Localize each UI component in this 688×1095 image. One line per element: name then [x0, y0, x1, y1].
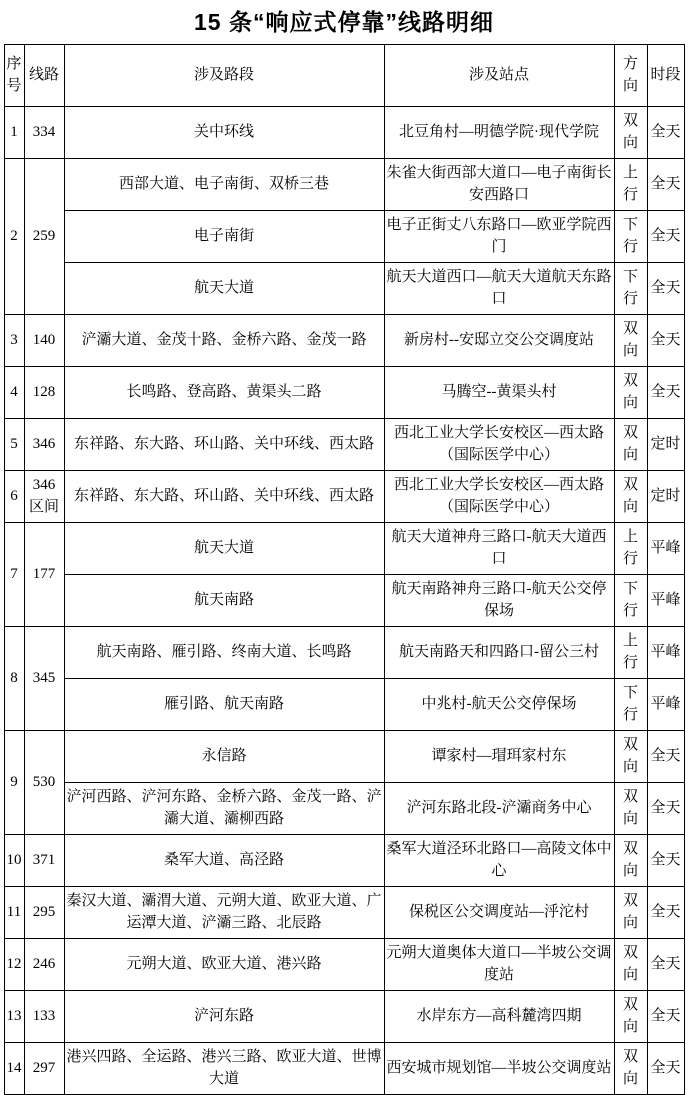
- direction-cell: 上行: [614, 158, 647, 210]
- stations-cell: 航天南路神舟三路口-航天公交停保场: [384, 574, 614, 626]
- stations-cell: 浐河东路北段-浐灞商务中心: [384, 782, 614, 834]
- serial-cell: 7: [4, 522, 24, 626]
- direction-cell: 双向: [614, 782, 647, 834]
- serial-cell: 8: [4, 626, 24, 730]
- line-cell: 259: [24, 158, 64, 314]
- header-row: [4, 44, 684, 106]
- col-header-direction: 方向: [614, 44, 647, 106]
- direction-cell: 双向: [614, 938, 647, 990]
- stations-cell: 电子正街丈八东路口—欧亚学院西门: [384, 210, 614, 262]
- direction-cell: 双向: [614, 1042, 647, 1094]
- stations-cell: 水岸东方—高科麓湾四期: [384, 990, 614, 1042]
- col-header-roads: 涉及路段: [64, 44, 384, 106]
- roads-cell: 电子南街: [64, 210, 384, 262]
- serial-cell: 10: [4, 834, 24, 886]
- serial-cell: 6: [4, 470, 24, 522]
- roads-cell: 港兴四路、全运路、港兴三路、欧亚大道、世博大道: [64, 1042, 384, 1094]
- line-cell: 346: [24, 418, 64, 470]
- col-header-serial: 序号: [4, 44, 24, 106]
- line-cell: 371: [24, 834, 64, 886]
- serial-cell: 9: [4, 730, 24, 834]
- direction-cell: 双向: [614, 470, 647, 522]
- period-cell: 全天: [647, 262, 684, 314]
- stations-cell: 航天大道西口—航天大道航天东路口: [384, 262, 614, 314]
- direction-cell: 下行: [614, 262, 647, 314]
- period-cell: 全天: [647, 730, 684, 782]
- period-cell: 平峰: [647, 626, 684, 678]
- stations-cell: 北豆角村—明德学院·现代学院: [384, 106, 614, 158]
- period-cell: 平峰: [647, 678, 684, 730]
- stations-cell: 航天大道神舟三路口-航天大道西口: [384, 522, 614, 574]
- table-row: [4, 210, 684, 262]
- roads-cell: 航天大道: [64, 262, 384, 314]
- page-title: 15 条“响应式停靠”线路明细: [194, 9, 494, 35]
- period-cell: 全天: [647, 158, 684, 210]
- period-cell: 全天: [647, 1042, 684, 1094]
- direction-cell: 双向: [614, 106, 647, 158]
- direction-cell: 下行: [614, 574, 647, 626]
- period-cell: 全天: [647, 210, 684, 262]
- serial-cell: 3: [4, 314, 24, 366]
- serial-cell: 4: [4, 366, 24, 418]
- roads-cell: 桑军大道、高泾路: [64, 834, 384, 886]
- table-row: [4, 106, 684, 158]
- line-cell: 530: [24, 730, 64, 834]
- col-header-line: 线路: [24, 44, 64, 106]
- table-row: [4, 262, 684, 314]
- line-cell: 334: [24, 106, 64, 158]
- stations-cell: 桑军大道泾环北路口—高陵文体中心: [384, 834, 614, 886]
- direction-cell: 双向: [614, 730, 647, 782]
- roads-cell: 秦汉大道、灞渭大道、元朔大道、欧亚大道、广运潭大道、浐灞三路、北辰路: [64, 886, 384, 938]
- direction-cell: 双向: [614, 366, 647, 418]
- roads-cell: 航天南路、雁引路、终南大道、长鸣路: [64, 626, 384, 678]
- stations-cell: 新房村--安邸立交公交调度站: [384, 314, 614, 366]
- roads-cell: 雁引路、航天南路: [64, 678, 384, 730]
- table-row: [4, 574, 684, 626]
- line-cell: 297: [24, 1042, 64, 1094]
- line-cell: 133: [24, 990, 64, 1042]
- table-row: [4, 678, 684, 730]
- roads-cell: 元朔大道、欧亚大道、港兴路: [64, 938, 384, 990]
- period-cell: 全天: [647, 106, 684, 158]
- period-cell: 全天: [647, 990, 684, 1042]
- table-row: [4, 418, 684, 470]
- stations-cell: 西安城市规划馆—半坡公交调度站: [384, 1042, 614, 1094]
- roads-cell: 浐灞大道、金茂十路、金桥六路、金茂一路: [64, 314, 384, 366]
- direction-cell: 上行: [614, 522, 647, 574]
- roads-cell: 航天大道: [64, 522, 384, 574]
- roads-cell: 东祥路、东大路、环山路、关中环线、西太路: [64, 418, 384, 470]
- period-cell: 全天: [647, 834, 684, 886]
- roads-cell: 东祥路、东大路、环山路、关中环线、西太路: [64, 470, 384, 522]
- period-cell: 定时: [647, 418, 684, 470]
- serial-cell: 14: [4, 1042, 24, 1094]
- line-cell: 128: [24, 366, 64, 418]
- stations-cell: 马腾空--黄渠头村: [384, 366, 614, 418]
- table-row: [4, 470, 684, 522]
- table-row: [4, 938, 684, 990]
- line-cell: 295: [24, 886, 64, 938]
- stations-cell: 保税区公交调度站—泘沱村: [384, 886, 614, 938]
- direction-cell: 下行: [614, 210, 647, 262]
- line-cell: 177: [24, 522, 64, 626]
- direction-cell: 上行: [614, 626, 647, 678]
- routes-table: [4, 44, 685, 1095]
- line-cell: 346区间: [24, 470, 64, 522]
- table-row: [4, 626, 684, 678]
- line-cell: 246: [24, 938, 64, 990]
- stations-cell: 朱雀大街西部大道口—电子南街长安西路口: [384, 158, 614, 210]
- stations-cell: 元朔大道奥体大道口—半坡公交调度站: [384, 938, 614, 990]
- stations-cell: 航天南路天和四路口-留公三村: [384, 626, 614, 678]
- period-cell: 全天: [647, 938, 684, 990]
- table-row: [4, 158, 684, 210]
- period-cell: 全天: [647, 782, 684, 834]
- period-cell: 平峰: [647, 522, 684, 574]
- serial-cell: 13: [4, 990, 24, 1042]
- period-cell: 平峰: [647, 574, 684, 626]
- roads-cell: 浐河东路: [64, 990, 384, 1042]
- direction-cell: 双向: [614, 990, 647, 1042]
- serial-cell: 11: [4, 886, 24, 938]
- stations-cell: 中兆村-航天公交停保场: [384, 678, 614, 730]
- direction-cell: 下行: [614, 678, 647, 730]
- direction-cell: 双向: [614, 314, 647, 366]
- direction-cell: 双向: [614, 834, 647, 886]
- table-row: [4, 1042, 684, 1094]
- serial-cell: 5: [4, 418, 24, 470]
- stations-cell: 西北工业大学长安校区—西太路（国际医学中心）: [384, 418, 614, 470]
- table-row: [4, 834, 684, 886]
- table-row: [4, 990, 684, 1042]
- roads-cell: 长鸣路、登高路、黄渠头二路: [64, 366, 384, 418]
- table-row: [4, 886, 684, 938]
- stations-cell: 谭家村—瑁珥家村东: [384, 730, 614, 782]
- period-cell: 全天: [647, 366, 684, 418]
- col-header-stations: 涉及站点: [384, 44, 614, 106]
- table-row: [4, 782, 684, 834]
- table-row: [4, 730, 684, 782]
- direction-cell: 双向: [614, 418, 647, 470]
- roads-cell: 永信路: [64, 730, 384, 782]
- line-cell: 345: [24, 626, 64, 730]
- period-cell: 定时: [647, 470, 684, 522]
- stations-cell: 西北工业大学长安校区—西太路（国际医学中心）: [384, 470, 614, 522]
- period-cell: 全天: [647, 314, 684, 366]
- table-row: [4, 366, 684, 418]
- roads-cell: 浐河西路、浐河东路、金桥六路、金茂一路、浐灞大道、灞柳西路: [64, 782, 384, 834]
- table-row: [4, 522, 684, 574]
- roads-cell: 航天南路: [64, 574, 384, 626]
- period-cell: 全天: [647, 886, 684, 938]
- routes-table-body: [4, 106, 684, 1094]
- serial-cell: 12: [4, 938, 24, 990]
- table-row: [4, 314, 684, 366]
- col-header-period: 时段: [647, 44, 684, 106]
- roads-cell: 西部大道、电子南街、双桥三巷: [64, 158, 384, 210]
- roads-cell: 关中环线: [64, 106, 384, 158]
- line-cell: 140: [24, 314, 64, 366]
- direction-cell: 双向: [614, 886, 647, 938]
- serial-cell: 1: [4, 106, 24, 158]
- serial-cell: 2: [4, 158, 24, 314]
